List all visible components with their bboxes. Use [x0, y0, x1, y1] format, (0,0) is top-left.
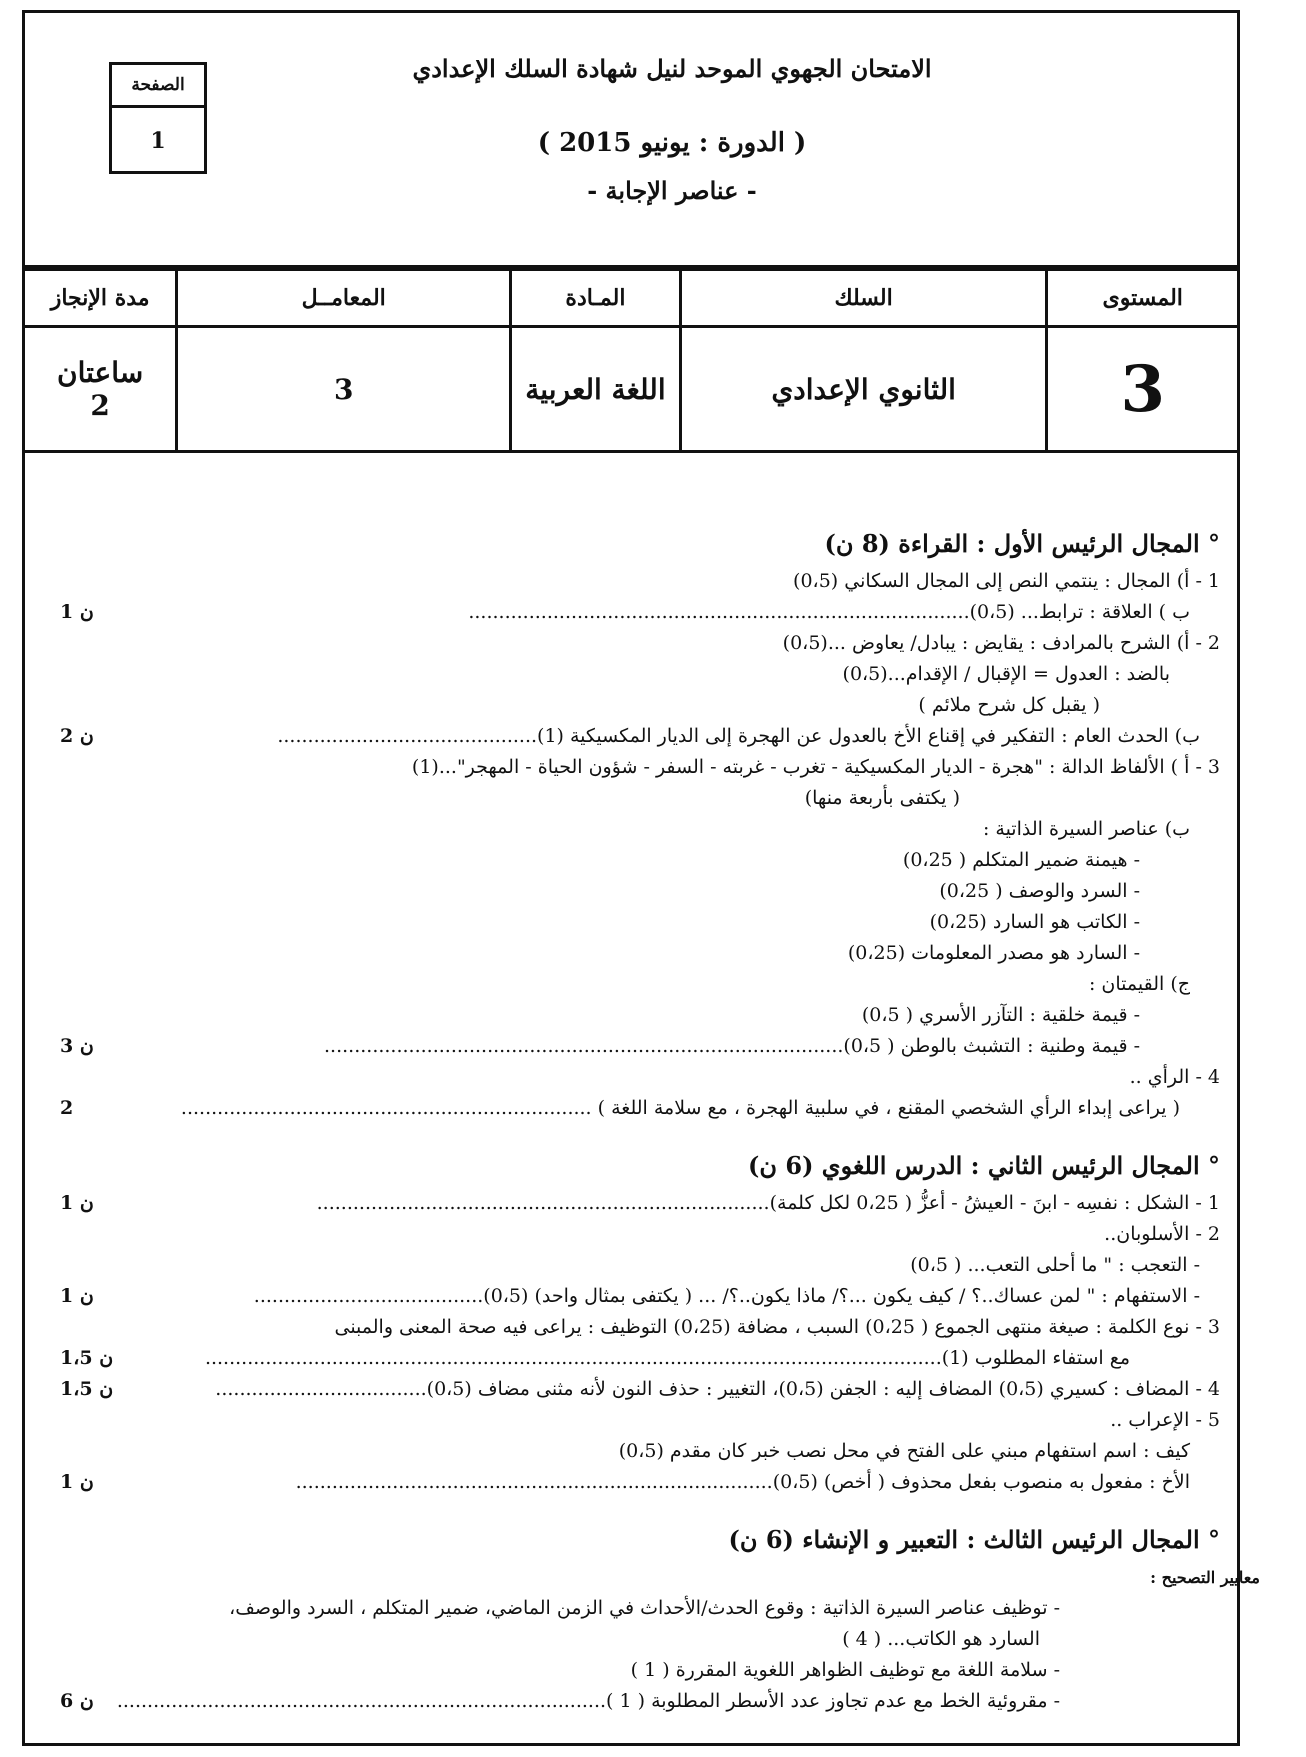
answer-line	[60, 597, 1220, 628]
answer-line	[60, 1219, 1220, 1250]
score: 1 ن	[60, 1192, 94, 1214]
score: 1 ن	[60, 1285, 94, 1307]
answer-line	[60, 1000, 1220, 1031]
subject-value: اللغة العربية	[511, 327, 681, 452]
answer-line	[60, 1624, 1220, 1655]
answer-line	[60, 1312, 1220, 1343]
answer-line	[60, 721, 1220, 752]
answer-text: الأخ : مفعول به منصوب بفعل محذوف ( أخص) (0،5)...............................................................................	[295, 1471, 1190, 1493]
exam-header	[22, 10, 1240, 268]
answer-text: 2 - أ) الشرح بالمرادف : يقايض : يبادل/ يعاوض ...(0،5)	[782, 632, 1220, 654]
answer-text: السارد هو الكاتب... ( 4 )	[842, 1628, 1040, 1650]
exam-subtitle: - عناصر الإجابة -	[587, 176, 757, 205]
answer-text: ( يراعى إبداء الرأي الشخصي المقنع ، في سلبية الهجرة ، مع سلامة اللغة ) ....................................................................	[180, 1097, 1180, 1119]
answer-text: كيف : اسم استفهام مبني على الفتح في محل نصب خبر كان مقدم (0،5)	[618, 1440, 1190, 1462]
answer-text: 5 - الإعراب ..	[1110, 1409, 1220, 1431]
header-coefficient: المعامــل	[177, 270, 511, 327]
answer-line	[60, 1655, 1220, 1686]
section-reading-title: ° المجال الرئيس الأول : القراءة (8 ن)	[824, 529, 1220, 558]
answer-text: - قيمة خلقية : التآزر الأسري ( 0،5)	[861, 1004, 1140, 1026]
answer-text: - توظيف عناصر السيرة الذاتية : وقوع الحدث/الأحداث في الزمن الماضي، ضمير المتكلم ، السرد والوصف،	[229, 1597, 1060, 1619]
answer-text: ج) القيمتان :	[1088, 973, 1190, 995]
score: 1 ن	[60, 1471, 94, 1493]
answer-text: 1 - أ) المجال : ينتمي النص إلى المجال السكاني (0،5)	[793, 570, 1220, 592]
answer-line	[60, 907, 1220, 938]
answer-line	[60, 752, 1220, 783]
answer-text: ب ) العلاقة : ترابط... (0،5)...................................................................................	[468, 601, 1190, 623]
answer-text: ( يقبل كل شرح ملائم )	[918, 694, 1100, 716]
score: 1،5 ن	[60, 1378, 114, 1400]
answer-text: - الاستفهام : " لمن عساك..؟ / كيف يكون ...؟/ ماذا يكون..؟/ ... ( يكتفى بمثال واحد) (0،5)......................................	[253, 1285, 1200, 1307]
answer-text: ب) عناصر السيرة الذاتية :	[982, 818, 1190, 840]
answer-line	[60, 876, 1220, 907]
answer-line	[60, 1436, 1220, 1467]
answer-line	[60, 845, 1220, 876]
answer-text: 3 - نوع الكلمة : صيغة منتهى الجموع ( 0،25) السبب ، مضافة (0،25) التوظيف : يراعى فيه صحة المعنى والمبنى	[334, 1316, 1220, 1338]
answer-line	[60, 566, 1220, 597]
answer-line	[60, 1374, 1220, 1405]
answer-text: 2 - الأسلوبان..	[1104, 1223, 1220, 1245]
answer-text: - سلامة اللغة مع توظيف الظواهر اللغوية المقررة ( 1 )	[630, 1659, 1060, 1681]
answer-text: - السرد والوصف ( 0،25)	[939, 880, 1140, 902]
answer-line	[60, 1405, 1220, 1436]
answer-text: - التعجب : " ما أحلى التعب... ( 0،5)	[910, 1254, 1200, 1276]
answer-line	[60, 1562, 1260, 1593]
coefficient-value: 3	[177, 327, 511, 452]
answer-line	[60, 814, 1220, 845]
score: 2 ن	[60, 725, 94, 747]
answer-text: 1 - الشكل : نفسِه - ابنَ - العيشُ - أعزُّ ( 0،25 لكل كلمة)...........................................................................	[316, 1192, 1220, 1214]
answer-line	[60, 1062, 1220, 1093]
header-duration: مدة الإنجاز	[24, 270, 177, 327]
score: 1 ن	[60, 601, 94, 623]
answer-text: 4 - الرأي ..	[1129, 1066, 1220, 1088]
answer-text: معايير التصحيح :	[1150, 1568, 1260, 1587]
page-label: الصفحة	[112, 65, 204, 108]
exam-info-table	[22, 268, 1240, 453]
duration-label: ساعتان	[57, 356, 144, 389]
answer-text: - السارد هو مصدر المعلومات (0،25)	[847, 942, 1140, 964]
answer-text: - مقروئية الخط مع عدم تجاوز عدد الأسطر المطلوبة ( 1 ).................................................................................	[116, 1690, 1060, 1712]
answer-line	[60, 969, 1220, 1000]
duration-number: 2	[90, 389, 110, 422]
score: 6 ن	[60, 1690, 94, 1712]
page-number: 1	[150, 128, 166, 154]
exam-session: ( الدورة : يونيو 2015 )	[537, 128, 807, 158]
header-cycle: السلك	[680, 270, 1047, 327]
header-level: المستوى	[1047, 270, 1239, 327]
answer-line	[60, 1188, 1220, 1219]
answer-text: - الكاتب هو السارد (0،25)	[929, 911, 1140, 933]
section-writing-title: ° المجال الرئيس الثالث : التعبير و الإنشاء (6 ن)	[728, 1525, 1220, 1554]
exam-title: الامتحان الجهوي الموحد لنيل شهادة السلك الإعدادي	[412, 54, 932, 83]
header-subject: المـادة	[511, 270, 681, 327]
answer-text: ( يكتفى بأربعة منها)	[804, 787, 960, 809]
answer-text: - قيمة وطنية : التشبث بالوطن ( 0،5)......................................................................................	[324, 1035, 1140, 1057]
answer-line	[60, 1281, 1220, 1312]
answer-line	[60, 1093, 1220, 1124]
answer-line	[60, 1250, 1220, 1281]
score: 2	[60, 1097, 74, 1119]
answer-line	[60, 1593, 1220, 1624]
answer-line	[60, 938, 1220, 969]
cycle-value: الثانوي الإعدادي	[680, 327, 1047, 452]
answer-line	[60, 659, 1220, 690]
answer-line	[60, 1467, 1220, 1498]
answer-line	[60, 1343, 1220, 1374]
answer-text: 3 - أ ) الألفاظ الدالة : "هجرة - الديار المكسيكية - تغرب - غربته - السفر - شؤون الحياة - المهجر"...(1)	[411, 756, 1220, 778]
answer-text: بالضد : العدول = الإقبال / الإقدام...(0،5)	[842, 663, 1170, 685]
score: 3 ن	[60, 1035, 94, 1057]
duration-value	[24, 327, 177, 452]
page-number-box	[109, 62, 207, 174]
level-value: 3	[1047, 327, 1239, 452]
score: 1،5 ن	[60, 1347, 114, 1369]
answer-line	[60, 628, 1220, 659]
answer-text: مع استفاء المطلوب (1)..........................................................................................................................	[204, 1347, 1130, 1369]
answer-text: 4 - المضاف : كسيري (0،5) المضاف إليه : الجفن (0،5)، التغيير : حذف النون لأنه مثنى مضاف (0،5)...................................	[215, 1378, 1220, 1400]
answer-line	[60, 1031, 1220, 1062]
answer-line	[60, 1686, 1220, 1717]
answer-text: - هيمنة ضمير المتكلم ( 0،25)	[902, 849, 1140, 871]
section-language-title: ° المجال الرئيس الثاني : الدرس اللغوي (6 ن)	[748, 1151, 1220, 1180]
answer-line	[60, 783, 1220, 814]
answer-key-body	[60, 516, 1260, 1717]
answer-text: ب) الحدث العام : التفكير في إقناع الأخ بالعدول عن الهجرة إلى الديار المكسيكية (1)...........................................	[277, 725, 1200, 747]
answer-line	[60, 690, 1220, 721]
